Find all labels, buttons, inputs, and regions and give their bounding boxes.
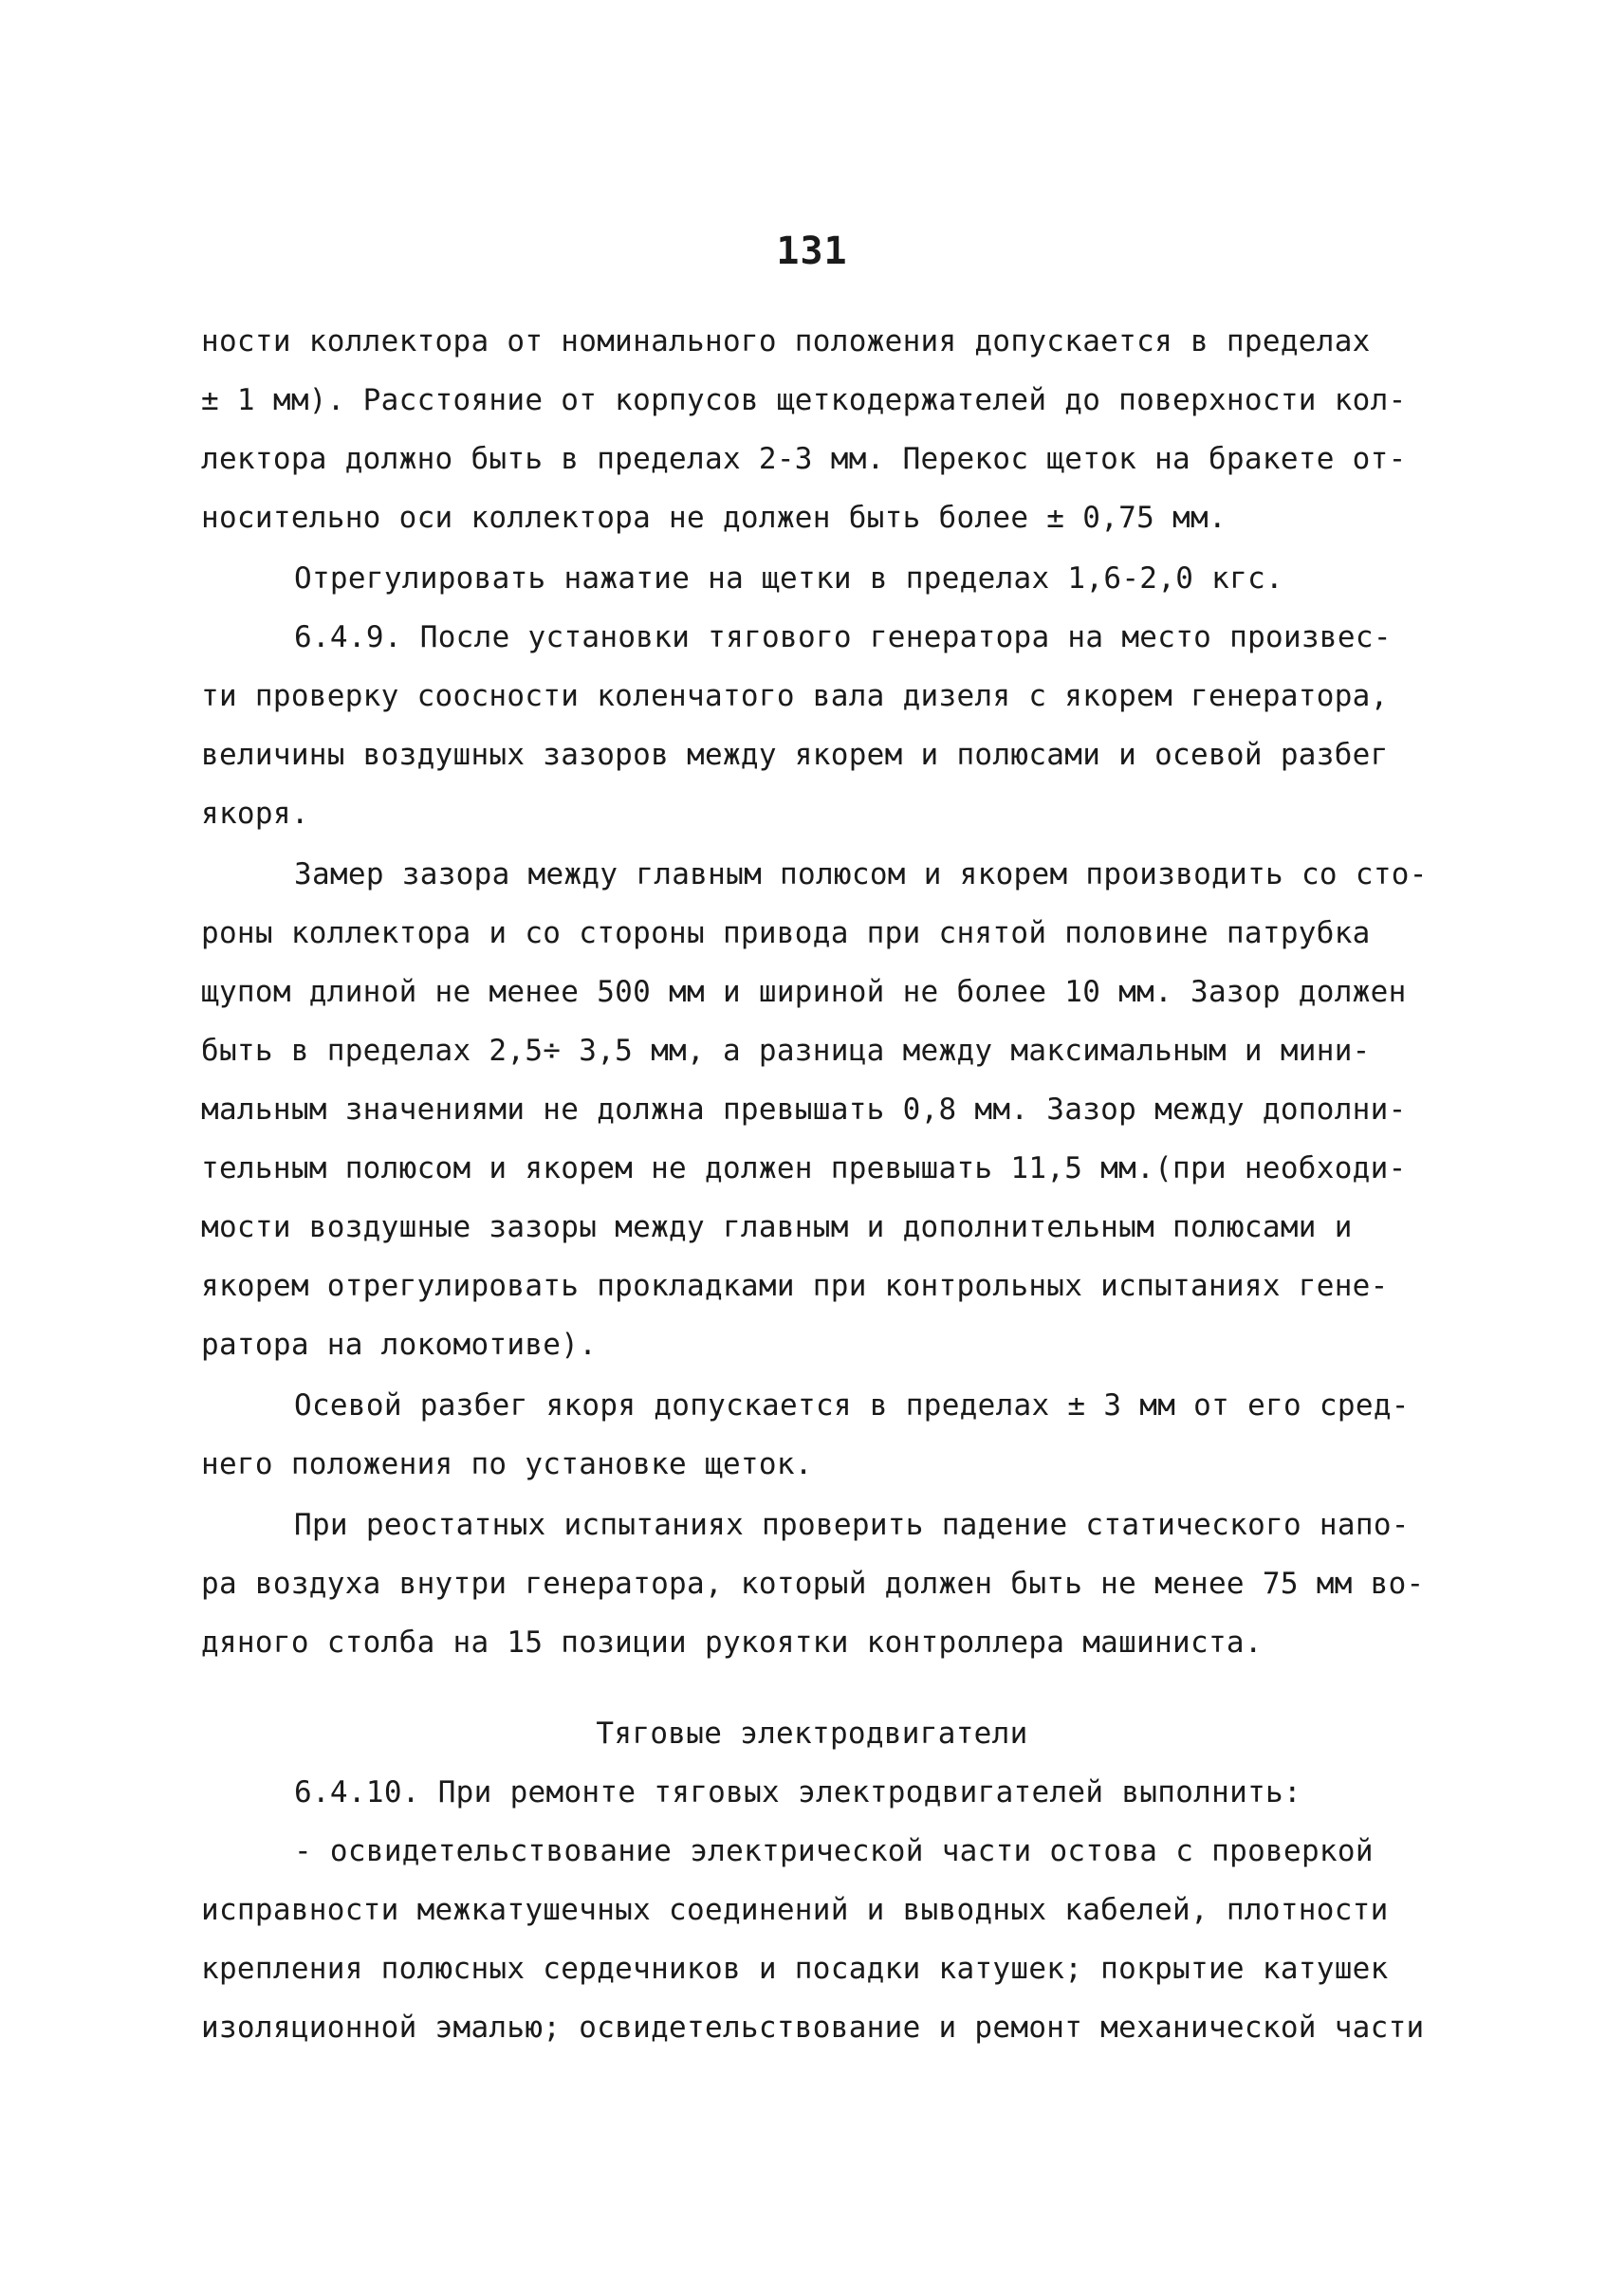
- text-line: исправности межкатушечных соединений и выводных кабелей, плотности: [201, 1893, 1389, 1927]
- text-line: дяного столба на 15 позиции рукоятки контроллера машиниста.: [201, 1626, 1263, 1660]
- text-line: - освидетельствование электрической части остова с проверкой: [294, 1834, 1374, 1868]
- text-line: ратора на локомотиве).: [201, 1328, 598, 1362]
- text-line: него положения по установке щеток.: [201, 1447, 813, 1481]
- text-line: быть в пределах 2,5÷ 3,5 мм, а разница между максимальным и мини-: [201, 1034, 1371, 1068]
- text-line: изоляционной эмалью; освидетельствование и ремонт механической части: [201, 2011, 1425, 2045]
- section-heading: Тяговые электродвигатели: [596, 1717, 1028, 1751]
- page-number: 131: [776, 230, 848, 273]
- text-line: якоря.: [201, 797, 309, 831]
- text-line: тельным полюсом и якорем не должен превышать 11,5 мм.(при необходи-: [201, 1151, 1407, 1185]
- text-line: носительно оси коллектора не должен быть более ± 0,75 мм.: [201, 501, 1227, 535]
- text-line: крепления полюсных сердечников и посадки катушек; покрытие катушек: [201, 1952, 1389, 1986]
- text-line: щупом длиной не менее 500 мм и шириной не более 10 мм. Зазор должен: [201, 975, 1407, 1009]
- text-line: 6.4.9. После установки тягового генератора на место произвес-: [294, 620, 1392, 654]
- text-line: лектора должно быть в пределах 2-3 мм. Перекос щеток на бракете от-: [201, 442, 1407, 476]
- text-line: Осевой разбег якоря допускается в пределах ± 3 мм от его сред-: [294, 1388, 1410, 1423]
- text-line: роны коллектора и со стороны привода при снятой половине патрубка: [201, 916, 1371, 950]
- text-line: мости воздушные зазоры между главным и дополнительным полюсами и: [201, 1210, 1353, 1244]
- text-line: Отрегулировать нажатие на щетки в пределах 1,6-2,0 кгс.: [294, 561, 1283, 596]
- text-line: 6.4.10. При ремонте тяговых электродвигателей выполнить:: [294, 1775, 1301, 1809]
- text-line: Замер зазора между главным полюсом и якорем производить со сто-: [294, 857, 1428, 891]
- text-line: ности коллектора от номинального положения допускается в пределах: [201, 324, 1371, 358]
- text-line: ра воздуха внутри генератора, который должен быть не менее 75 мм во-: [201, 1567, 1425, 1601]
- text-line: ти проверку соосности коленчатого вала дизеля с якорем генератора,: [201, 679, 1389, 713]
- text-line: мальным значениями не должна превышать 0,8 мм. Зазор между дополни-: [201, 1093, 1407, 1127]
- text-line: ± 1 мм). Расстояние от корпусов щеткодержателей до поверхности кол-: [201, 383, 1407, 417]
- text-line: якорем отрегулировать прокладками при контрольных испытаниях гене-: [201, 1269, 1389, 1303]
- text-line: При реостатных испытаниях проверить падение статического напо-: [294, 1508, 1410, 1542]
- text-line: величины воздушных зазоров между якорем и полюсами и осевой разбег: [201, 738, 1389, 772]
